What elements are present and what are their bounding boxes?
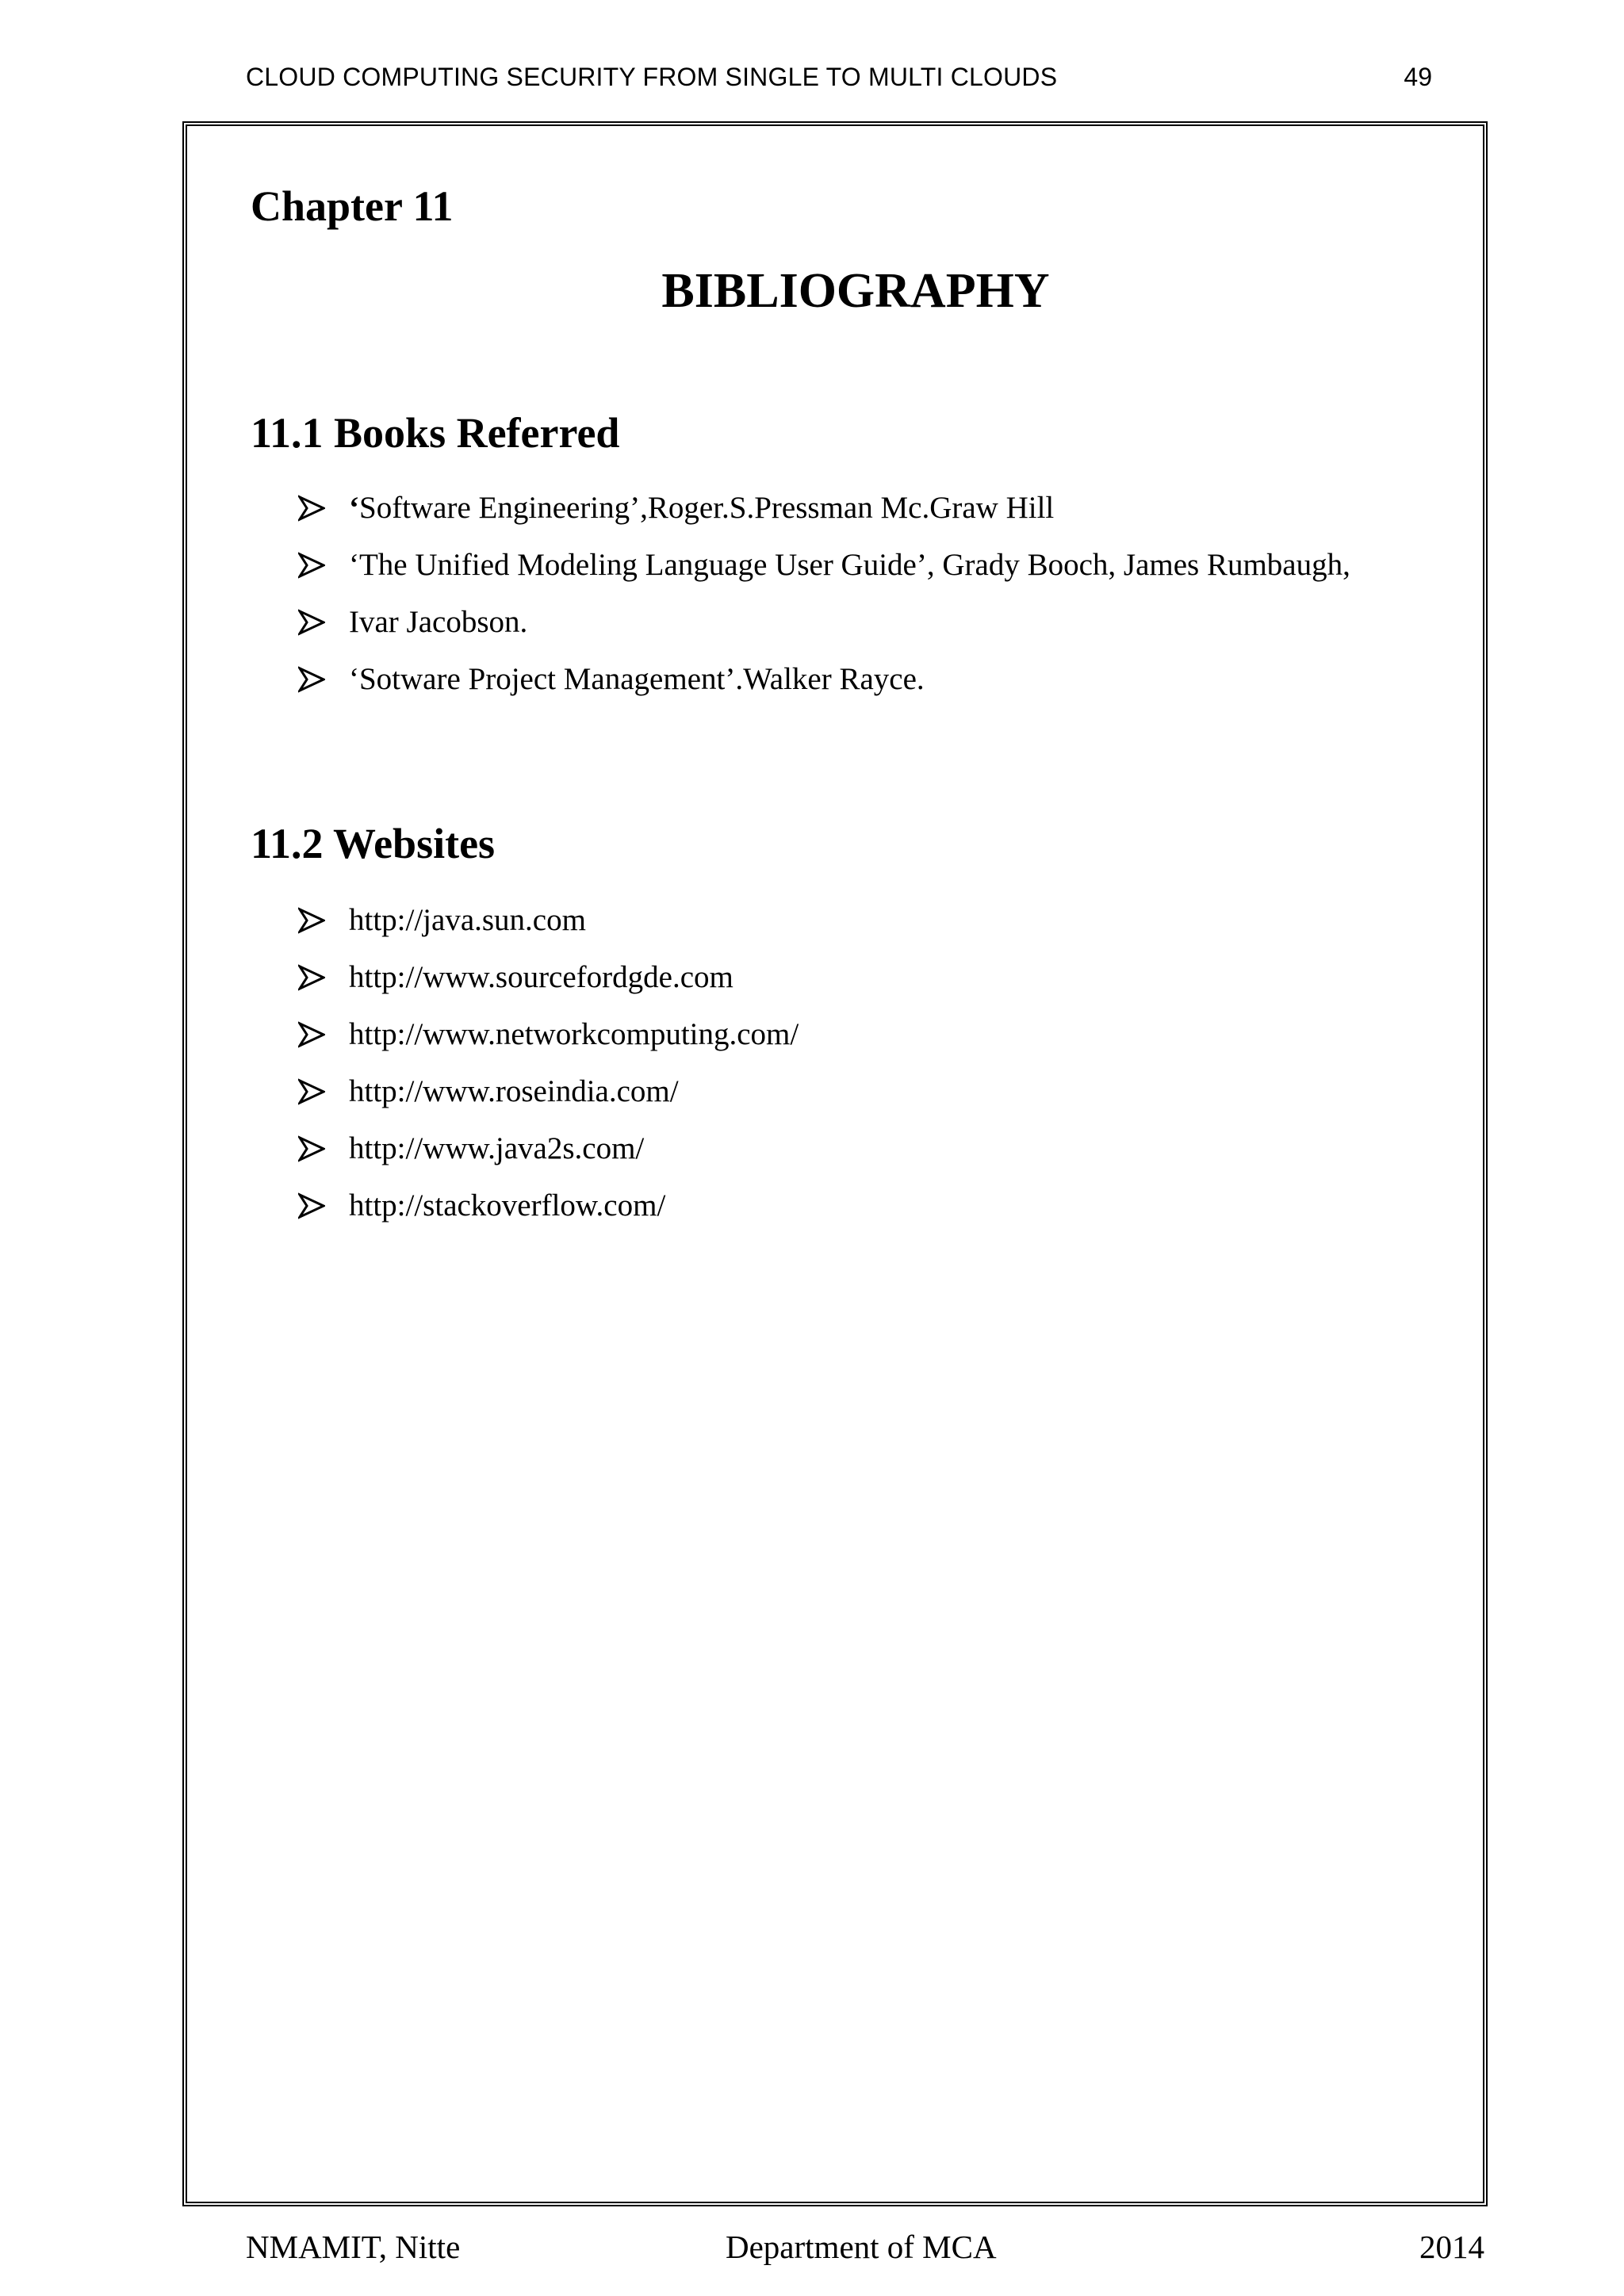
website-url: http://www.sourcefordgde.com	[349, 960, 733, 994]
running-header-title: CLOUD COMPUTING SECURITY FROM SINGLE TO MULTI CLOUDS	[246, 63, 1058, 91]
website-url: http://www.networkcomputing.com/	[349, 1017, 799, 1051]
arrowhead-bullet-icon	[298, 1021, 325, 1048]
arrowhead-bullet-icon	[298, 907, 325, 934]
arrowhead-bullet-icon	[298, 552, 325, 579]
list-item	[298, 594, 1350, 651]
website-url: http://www.java2s.com/	[349, 1131, 645, 1165]
running-footer	[246, 2223, 1484, 2271]
footer-institution: NMAMIT, Nitte	[246, 2229, 461, 2265]
running-header	[246, 57, 1432, 97]
website-url: http://www.roseindia.com/	[349, 1074, 679, 1108]
list-item	[298, 1063, 799, 1120]
list-item	[298, 537, 1350, 594]
arrowhead-bullet-icon	[298, 1135, 325, 1162]
websites-list	[298, 892, 799, 1234]
page-title: BIBLIOGRAPHY	[661, 264, 1050, 318]
page-content	[187, 126, 1483, 2202]
list-item	[298, 1177, 799, 1234]
book-reference: Software Engineering’,Roger.S.Pressman Mc.Graw Hill	[359, 491, 1055, 525]
list-item	[298, 480, 1350, 537]
section-heading-websites: 11.2 Websites	[251, 820, 496, 867]
book-reference: ‘The Unified Modeling Language User Guide’, Grady Booch, James Rumbaugh,	[349, 548, 1350, 582]
list-item	[298, 1120, 799, 1177]
page-number: 49	[1404, 63, 1432, 91]
books-list	[298, 480, 1350, 708]
arrowhead-bullet-icon	[298, 1078, 325, 1105]
arrowhead-bullet-icon	[298, 666, 325, 693]
list-item	[298, 892, 799, 949]
website-url: http://java.sun.com	[349, 903, 586, 937]
list-item	[298, 1006, 799, 1063]
website-url: http://stackoverflow.com/	[349, 1188, 666, 1223]
open-quote: ‘	[349, 491, 359, 525]
arrowhead-bullet-icon	[298, 609, 325, 636]
page-border-frame	[182, 121, 1488, 2206]
list-item-text	[349, 480, 1054, 537]
section-heading-books: 11.1 Books Referred	[251, 409, 620, 457]
chapter-label: Chapter 11	[251, 182, 454, 230]
list-item	[298, 949, 799, 1006]
footer-year: 2014	[1419, 2229, 1484, 2265]
list-item	[298, 651, 1350, 708]
arrowhead-bullet-icon	[298, 1192, 325, 1219]
book-reference: ‘Sotware Project Management’.Walker Rayce.	[349, 662, 925, 696]
footer-department: Department of MCA	[726, 2229, 997, 2265]
book-reference: Ivar Jacobson.	[349, 605, 528, 639]
arrowhead-bullet-icon	[298, 964, 325, 991]
arrowhead-bullet-icon	[298, 495, 325, 522]
